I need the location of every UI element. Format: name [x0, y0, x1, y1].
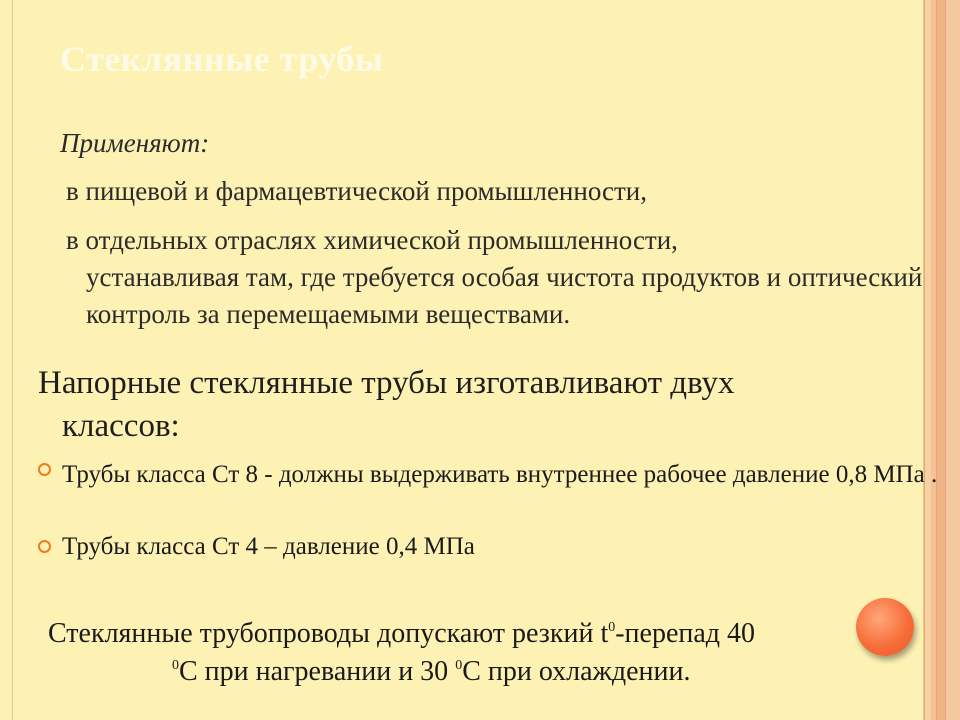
- footer-sup: 0: [172, 658, 179, 673]
- pressure-heading-continuation: классов:: [62, 408, 180, 444]
- footer-text: Стеклянные трубопроводы допускают резкий t: [48, 618, 609, 649]
- usage-item-continuation: устанавливая там, где требуется особая чистота продуктов и оптический контроль за перемещаемыми веществами.: [86, 262, 923, 329]
- decorative-circle: [856, 598, 914, 656]
- usage-item: [66, 222, 926, 333]
- decorative-line: [924, 0, 925, 720]
- bullet-icon: [38, 540, 51, 553]
- pressure-heading: [38, 362, 928, 448]
- slide-title: Стеклянные трубы: [60, 39, 384, 79]
- pipe-class-item: Трубы класса Ст 4 – давление 0,4 МПа: [62, 533, 475, 560]
- usage-item: в пищевой и фармацевтической промышленности,: [66, 176, 647, 206]
- decorative-line: [945, 0, 946, 720]
- footer-text: С при нагревании и 30: [179, 656, 456, 687]
- apply-label: Применяют:: [60, 128, 210, 158]
- slide-frame: [12, 0, 924, 720]
- decorative-stripe: [946, 0, 960, 720]
- usage-item-line: в отдельных отраслях химической промышленности,: [66, 225, 678, 255]
- footer-note-line: [172, 656, 691, 688]
- footer-text: -перепад 40: [615, 618, 756, 649]
- footer-text: С при охлаждении.: [462, 656, 691, 687]
- footer-sup: 0: [608, 620, 616, 635]
- bullet-icon: [38, 463, 51, 476]
- footer-sup: 0: [455, 658, 463, 673]
- footer-note-line: [48, 618, 755, 650]
- decorative-line: [936, 0, 937, 720]
- pressure-heading-line: Напорные стеклянные трубы изготавливают двух: [38, 365, 735, 401]
- pipe-class-item: Трубы класса Ст 8 - должны выдерживать внутреннее рабочее давление 0,8 МПа .: [62, 461, 938, 488]
